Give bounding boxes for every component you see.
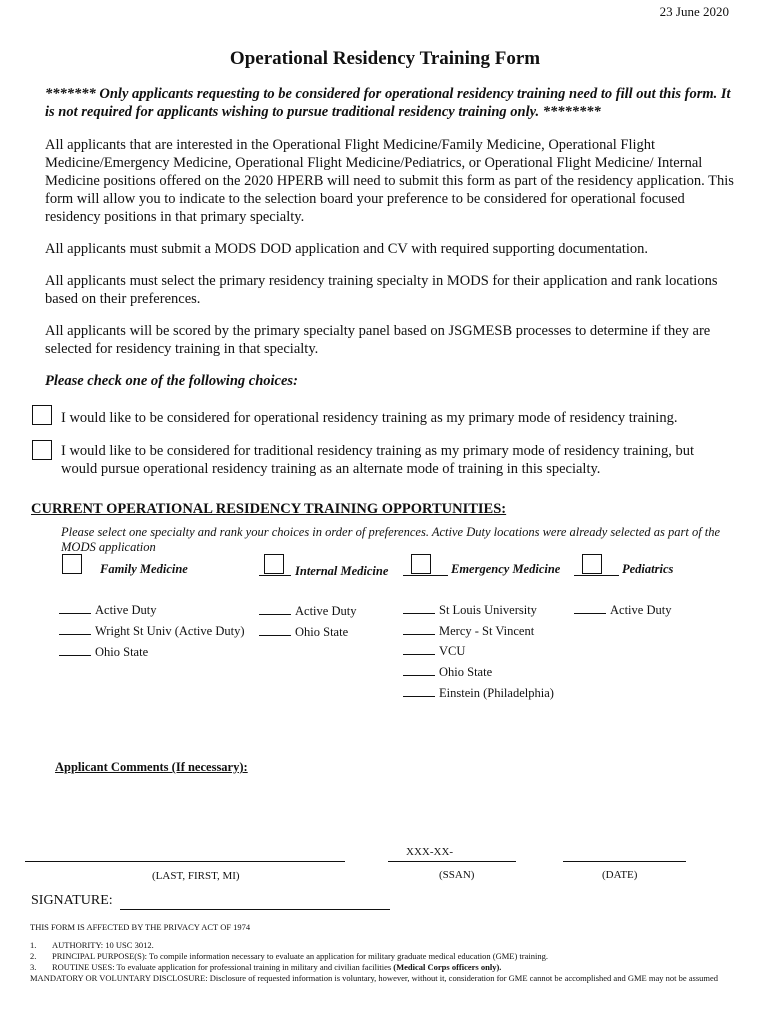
intro-paragraph: All applicants that are interested in the Operational Flight Medicine/Family Medicine, Operational Flight Medicine/Emergency Medicine, Operational Flight Medicine/Pediatrics, or Operational Flight Medicine/ Internal Medicine positions offered on the 2020 HPERB will need to submit this form as part of the residency application. This form will allow you to indicate to the selection board your preference to be considered for operational focused residency positions in that primary specialty.	[45, 137, 734, 225]
privacy-item-1: 1. AUTHORITY: 10 USC 3012.	[30, 940, 154, 950]
rank-blank[interactable]	[403, 624, 435, 635]
privacy-item-2: 2. PRINCIPAL PURPOSE(S): To compile information necessary to evaluate an application for military graduate medical education (GME) training.	[30, 951, 548, 961]
im-option-ohio-state[interactable]: Ohio State	[259, 625, 348, 640]
specialty-paragraph: All applicants must select the primary residency training specialty in MODS for their application and rank locations based on their preferences.	[45, 273, 718, 307]
ssan-line[interactable]	[388, 861, 516, 862]
ssan-value: XXX-XX-	[406, 846, 454, 858]
internal-medicine-rank-line	[259, 575, 291, 576]
peds-option-active-duty[interactable]: Active Duty	[574, 603, 671, 618]
signature-line[interactable]	[120, 909, 390, 910]
em-option-einstein[interactable]: Einstein (Philadelphia)	[403, 686, 554, 701]
rank-blank[interactable]	[403, 665, 435, 676]
fm-option-active-duty[interactable]: Active Duty	[59, 603, 156, 618]
rank-blank[interactable]	[403, 686, 435, 697]
traditional-primary-checkbox[interactable]	[32, 440, 52, 460]
name-label: (LAST, FIRST, MI)	[152, 870, 240, 882]
operational-primary-label: I would like to be considered for operational residency training as my primary mode of residency training.	[61, 410, 678, 426]
fm-option-ohio-state[interactable]: Ohio State	[59, 645, 148, 660]
rank-blank[interactable]	[59, 624, 91, 635]
form-date: 23 June 2020	[659, 4, 729, 19]
privacy-disclosure: MANDATORY OR VOLUNTARY DISCLOSURE: Disclosure of requested information is voluntary, however, without it, consideration for GME cannot be accomplished and GME may not be assumed	[30, 973, 719, 983]
internal-medicine-label: Internal Medicine	[295, 564, 389, 578]
rank-blank[interactable]	[59, 645, 91, 656]
signature-label: SIGNATURE:	[31, 893, 113, 908]
rank-blank[interactable]	[403, 603, 435, 614]
rank-blank[interactable]	[403, 644, 435, 655]
im-option-active-duty[interactable]: Active Duty	[259, 604, 356, 619]
em-option-st-louis[interactable]: St Louis University	[403, 603, 537, 618]
emergency-medicine-checkbox[interactable]	[411, 554, 431, 574]
ssan-label: (SSAN)	[439, 869, 475, 881]
date-line[interactable]	[563, 861, 686, 862]
opportunities-note: Please select one specialty and rank your choices in order of preferences. Active Duty locations were already selected as part of the MODS application	[61, 525, 721, 554]
date-label: (DATE)	[602, 869, 638, 881]
privacy-heading: THIS FORM IS AFFECTED BY THE PRIVACY ACT OF 1974	[30, 922, 251, 932]
operational-primary-checkbox[interactable]	[32, 405, 52, 425]
pediatrics-label: Pediatrics	[622, 562, 674, 576]
pediatrics-rank-line	[574, 575, 619, 576]
notice-text: ******* Only applicants requesting to be considered for operational residency training need to fill out this form. It is not required for applicants wishing to pursue traditional residency training only. ********	[45, 86, 731, 120]
mods-paragraph: All applicants must submit a MODS DOD application and CV with required supporting documentation.	[45, 241, 649, 257]
em-option-ohio-state[interactable]: Ohio State	[403, 665, 492, 680]
traditional-primary-label: I would like to be considered for traditional residency training as my primary mode of residency training, but would pursue operational residency training as an alternate mode of training in this specialty.	[61, 443, 694, 477]
internal-medicine-checkbox[interactable]	[264, 554, 284, 574]
opportunities-heading: CURRENT OPERATIONAL RESIDENCY TRAINING OPPORTUNITIES:	[31, 501, 507, 517]
name-line[interactable]	[25, 861, 345, 862]
choices-heading: Please check one of the following choices:	[45, 373, 298, 389]
fm-option-wright-st[interactable]: Wright St Univ (Active Duty)	[59, 624, 244, 639]
family-medicine-checkbox[interactable]	[62, 554, 82, 574]
em-option-mercy[interactable]: Mercy - St Vincent	[403, 624, 534, 639]
family-medicine-label: Family Medicine	[100, 562, 188, 576]
rank-blank[interactable]	[259, 625, 291, 636]
applicant-comments-label: Applicant Comments (If necessary):	[55, 760, 248, 774]
rank-blank[interactable]	[574, 603, 606, 614]
rank-blank[interactable]	[259, 604, 291, 615]
pediatrics-checkbox[interactable]	[582, 554, 602, 574]
scoring-paragraph: All applicants will be scored by the primary specialty panel based on JSGMESB processes to determine if they are selected for residency training in that specialty.	[45, 323, 711, 357]
privacy-item-3: 3. ROUTINE USES: To evaluate application for professional training in military and civilian facilities (Medical Corps officers only).	[30, 962, 502, 972]
form-title: Operational Residency Training Form	[229, 48, 541, 69]
emergency-medicine-label: Emergency Medicine	[451, 562, 561, 576]
rank-blank[interactable]	[59, 603, 91, 614]
emergency-medicine-rank-line	[403, 575, 448, 576]
em-option-vcu[interactable]: VCU	[403, 644, 465, 659]
